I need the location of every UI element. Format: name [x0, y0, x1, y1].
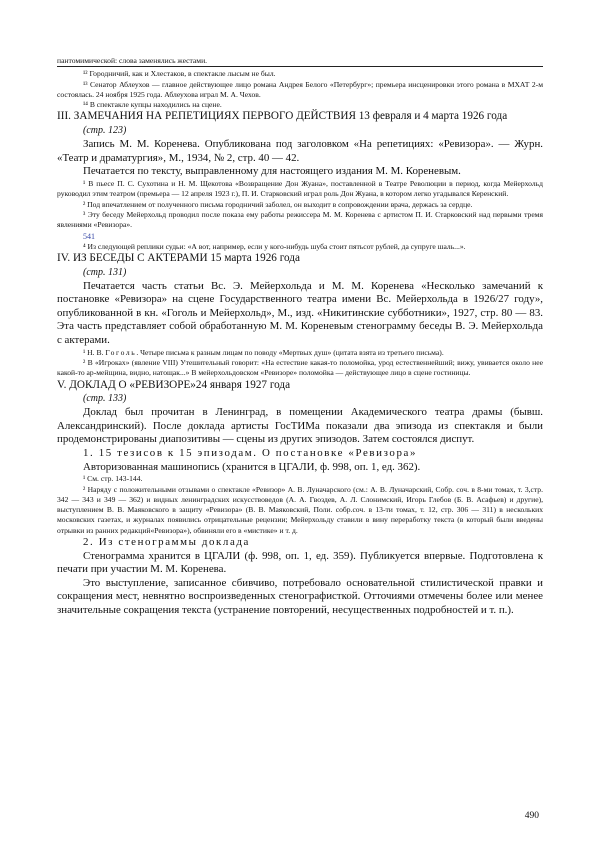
section-4-footnote-2: ² В «Игроках» (явление VIII) Утешительный говорит: «На естествие какая-то поломойка, урод естественнейший; вижу, увивается около нее какой-то ар-мейщина, видно, натощак...» В мейерхольдовском «Ревизоре» поломойка — действующее лицо в сцене гостиницы.: [57, 357, 543, 378]
footnote-14: ¹⁴ В спектакле купцы находились на сцене.: [83, 100, 222, 110]
section-3-footnote-2: ² Под впечатлением от полученного письма городничий заболел, он выходит в сопровождении врача, держась за сердце.: [83, 199, 473, 209]
section-4-text: Печатается часть статьи Вс. Э. Мейерхольда и М. М. Коренева «Несколько замечаний к постановке «Ревизора» на сцене Государственного театра имени Вс. Мейерхольда в 1926/27 году», опубликованной в кн. «Гоголь и Мейерхольд», М., изд. «Никитинские субботники», 1927, стр. 80 — 83. Эта часть представляет собой обработанную М. М. Кореневым стенограмму беседы В. Э. Мейерхольда с актерами.: [57, 279, 543, 347]
section-3-page-ref: (стр. 123): [83, 125, 127, 137]
section-4-page-ref: (стр. 131): [83, 266, 127, 278]
item-1-text: Авторизованная машинопись (хранится в ЦГАЛИ, ф. 998, оп. 1, ед. 362).: [83, 460, 421, 473]
section-3-footnote-1: ¹ В пьесе П. С. Сухотина и Н. М. Щекотова «Возвращение Дон Жуана», поставленной в Театре Революции в период, когда Мейерхольд руководил этим театром (премьера — 12 апреля 1923 г.), П. И. Старковский играл роль Дон Жуана, в котором легко угадывался Керенский.: [57, 179, 543, 199]
footnote-13: ¹³ Сенатор Аблеухов — главное действующее лицо романа Андрея Белого «Петербург»; премьера инсценировки этого романа в МХАТ 2-м состоялась. 24 ноября 1925 года. Аблеухова играл М. А. Чехов.: [57, 79, 543, 99]
page-content: [57, 56, 543, 618]
top-fragment: пантомимической: слова заменялись жестами.: [57, 56, 208, 65]
footnote-1-rest: . Четыре письма к разным лицам по поводу «Мертвых душ» (цитата взята из третьего письма).: [136, 347, 444, 357]
section-3-heading: III. ЗАМЕЧАНИЯ НА РЕПЕТИЦИЯХ ПЕРВОГО ДЕЙСТВИЯ 13 февраля и 4 марта 1926 года: [57, 110, 508, 123]
section-3-text-1: Запись М. М. Коренева. Опубликована под заголовком «На репетициях: «Ревизора». — Журн. «Театр и драматургия», М., 1934, № 2, стр. 40 — 42.: [57, 138, 543, 164]
footnote-12: ¹² Городничий, как и Хлестаков, в спектакле лысым не был.: [83, 69, 276, 79]
footnote-1-author: Гоголь: [105, 347, 137, 357]
footnote-1-prefix: ¹ Н. В.: [83, 347, 106, 357]
item-1-footnote-2: ² Наряду с положительными отзывами о спектакле «Ревизор» А. В. Луначарского (см.: А. В. Луначарский, Собр. соч. в 8-ми томах, т. 3,стр. 342 — 343 и 349 — 362) и видных ленинградских искусствоведов (А. А. Гвоздев, А. Л. Слонимский, Игорь Глебов (Б. В. Асафьев) и другие), выступлением В. В. Маяковского в защиту «Ревизора» (В. В. Маяковский, Поли. собр.соч. в 13-ти томах, т. 12, стр. 306 — 311) в нескольких московских газетах, и журналах появились отрицательные рецензии; Мейерхольду ставили в вину переработку текста (в который были введены отрывки из ранних редакций«Ревизора»), обвиняли его в «мистике» и т. д.: [57, 484, 543, 535]
page-marker: 541: [83, 231, 95, 241]
item-2-heading: 2. Из стенограммы доклада: [83, 536, 250, 549]
section-5-text: Доклад был прочитан в Ленинград, в помещении Академического театра драмы (бывш. Александринский). После доклада артисты ГосТИМа показали два эпизода из спектакля и были продемонстрированы диапозитивы — сцены из других эпизодов. Затем состоялся диспут.: [57, 406, 543, 446]
section-3-footnote-4: ⁴ Из следующей реплики судьи: «А вот, например, если у кого-нибудь шуба стоит пятьсот рублей, да супруге шаль...».: [83, 241, 466, 251]
section-5-page-ref: (стр. 133): [83, 393, 127, 405]
section-3-text-2: Печатается по тексту, выправленному для настоящего издания М. М. Кореневым.: [83, 165, 461, 178]
section-4-footnote-1: [57, 348, 543, 358]
section-3-footnote-3: ³ Эту беседу Мейерхольд проводил после показа ему работы режиссера М. М. Коренева с артистом П. И. Старковский над первыми тремя явлениями «Ревизора».: [57, 209, 543, 230]
page-number: 490: [524, 811, 539, 821]
item-2-text-2: Это выступление, записанное сбивчиво, потребовало основательной стилистической правки и сокращения мест, невнятно воспроизведенных стенографисткой. Отточиями отмечены более или менее значительные сокращения текста (устранение повторений, несущественных подробностей и т. п.).: [57, 576, 543, 617]
section-4-heading: IV. ИЗ БЕСЕДЫ С АКТЕРАМИ 15 марта 1926 года: [57, 251, 300, 264]
footnote-rule: [57, 66, 543, 67]
section-5-heading: V. ДОКЛАД О «РЕВИЗОРЕ»24 января 1927 года: [57, 378, 291, 391]
item-1-footnote-1: ¹ См. стр. 143-144.: [83, 474, 143, 484]
item-1-heading: 1. 15 тезисов к 15 эпизодам. О постановке «Ревизора»: [83, 447, 417, 460]
item-2-text: Стенограмма хранится в ЦГАЛИ (ф. 998, оп. 1, ед. 359). Публикуется впервые. Подготовлена к печати при участии М. М. Коренева.: [57, 549, 543, 576]
